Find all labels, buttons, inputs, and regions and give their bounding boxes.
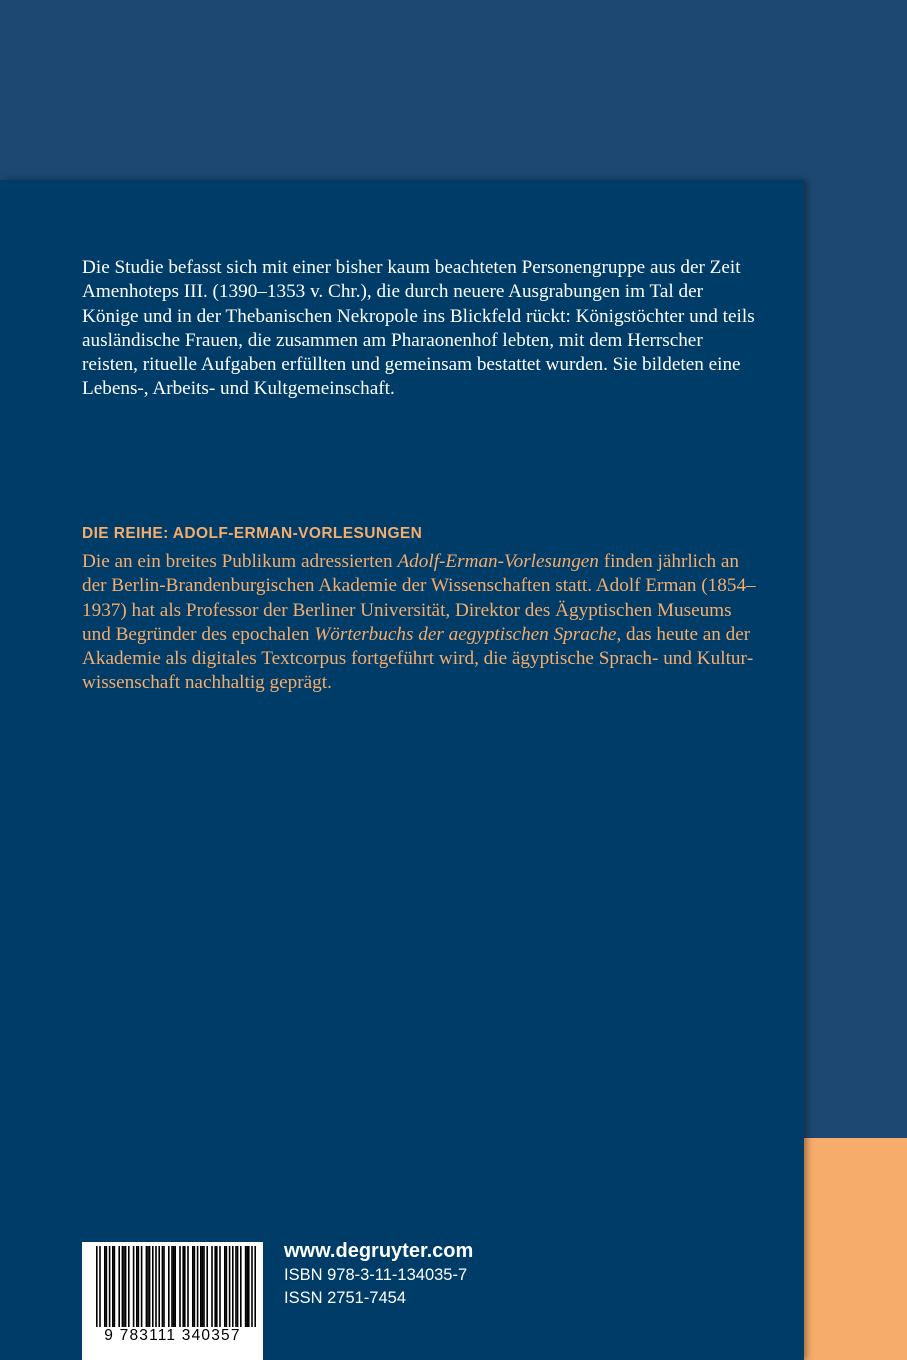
barcode-bar: [146, 1246, 148, 1328]
barcode-bar: [104, 1246, 106, 1328]
barcode-bar: [246, 1246, 248, 1328]
barcode-bar: [152, 1246, 154, 1328]
barcode-bar: [168, 1246, 170, 1328]
barcode-bar: [133, 1246, 135, 1328]
barcode-bar: [214, 1246, 216, 1328]
publisher-website: www.degruyter.com: [284, 1240, 474, 1262]
barcode-bar: [245, 1246, 247, 1328]
barcode-bar: [147, 1246, 149, 1328]
barcode-bar: [192, 1246, 194, 1328]
barcode-bar: [162, 1246, 164, 1328]
barcode-bar: [184, 1246, 186, 1328]
barcode-bar: [112, 1246, 114, 1328]
barcode-bar: [229, 1246, 231, 1328]
barcode-bar: [114, 1246, 116, 1328]
barcode-bar: [173, 1246, 175, 1338]
barcode-bar: [123, 1246, 125, 1328]
barcode-digits: 9 783111 340357: [82, 1327, 263, 1345]
barcode-bar: [226, 1246, 228, 1328]
barcode-bar: [182, 1246, 184, 1328]
barcode-bar: [171, 1246, 173, 1338]
barcode-bar: [136, 1246, 138, 1328]
barcode-bar: [216, 1246, 218, 1328]
barcode-bar: [155, 1246, 157, 1328]
series-title-italic: Adolf-Erman-Vorlesungen: [397, 551, 599, 572]
barcode-bar: [96, 1246, 98, 1338]
barcode-bar: [224, 1246, 226, 1328]
series-paragraph: [82, 550, 762, 696]
barcode-bar: [197, 1246, 199, 1328]
barcode-bar: [109, 1246, 111, 1328]
orange-accent-band: [804, 1138, 907, 1360]
barcode-bar: [232, 1246, 234, 1328]
isbn-barcode: [82, 1242, 263, 1360]
barcode-bar: [125, 1246, 127, 1328]
barcode-bar: [174, 1246, 176, 1338]
barcode-bar: [141, 1246, 143, 1328]
series-text-part-1: Die an ein breites Publikum adressierten: [82, 551, 398, 572]
barcode-bar: [99, 1246, 101, 1338]
barcode-bar: [248, 1246, 250, 1328]
barcode-bar: [206, 1246, 208, 1328]
barcode-bar: [251, 1246, 253, 1338]
barcode-bar: [118, 1246, 120, 1328]
intro-paragraph: Die Studie befasst sich mit einer bisher kaum beachteten Personengruppe aus der Zeit Amenhoteps III. (1390–1353 v. Chr.), die durch neuere Ausgrabungen im Tal der Könige und in der Thebanischen Nekropole ins Blickfeld rückt: Königstöchter und teils ausländische Frauen, die zusammen am Pharaonenhof lebten, mit dem Herrscher reisten, rituelle Aufgaben erfüllten und gemeinsam bestattet wurden. Sie bildeten eine Lebens-, Arbeits- und Kultgemeinschaft.: [82, 257, 755, 400]
barcode-bar: [211, 1246, 213, 1328]
barcode-bar: [235, 1246, 237, 1328]
barcode-bar: [128, 1246, 130, 1328]
barcode-bar: [194, 1246, 196, 1328]
series-text-part-2: finden jährlich an der Berlin-Brandenburgischen Akademie der Wissenschaften statt. Adolf Erman (1854–1937) hat als Professor der Berliner Universität, Direktor des Ägyptischen Museums und Begründer des epochalen: [82, 551, 756, 645]
barcode-bar: [203, 1246, 205, 1328]
barcode-bar: [200, 1246, 202, 1328]
barcode-bar: [122, 1246, 124, 1328]
barcode-bar: [106, 1246, 108, 1328]
barcode-bar: [163, 1246, 165, 1328]
barcode-bar: [254, 1246, 256, 1338]
series-text-part-3: , das heute an der Akademie als digitales Textcorpus fortgeführt wird, die ägyptische Sprach- und Kulturwissenschaft nachhaltig geprägt.: [82, 623, 754, 694]
series-heading: DIE REIHE: ADOLF-ERMAN-VORLESUNGEN: [82, 525, 423, 542]
barcode-bar: [158, 1246, 160, 1328]
barcode-bar: [149, 1246, 151, 1328]
barcode-bar: [219, 1246, 221, 1328]
dictionary-title-italic: Wörterbuchs der aegyptischen Sprache: [314, 623, 617, 645]
issn-number: ISSN 2751-7454: [284, 1289, 407, 1307]
barcode-bar: [187, 1246, 189, 1328]
barcode-bar: [202, 1246, 204, 1328]
isbn-number: ISBN 978-3-11-134035-7: [284, 1266, 468, 1284]
barcode-bar: [138, 1246, 140, 1328]
barcode-bar: [240, 1246, 242, 1328]
barcode-bar: [179, 1246, 181, 1328]
barcode-bar: [237, 1246, 239, 1328]
publisher-imprint: [284, 1238, 473, 1310]
